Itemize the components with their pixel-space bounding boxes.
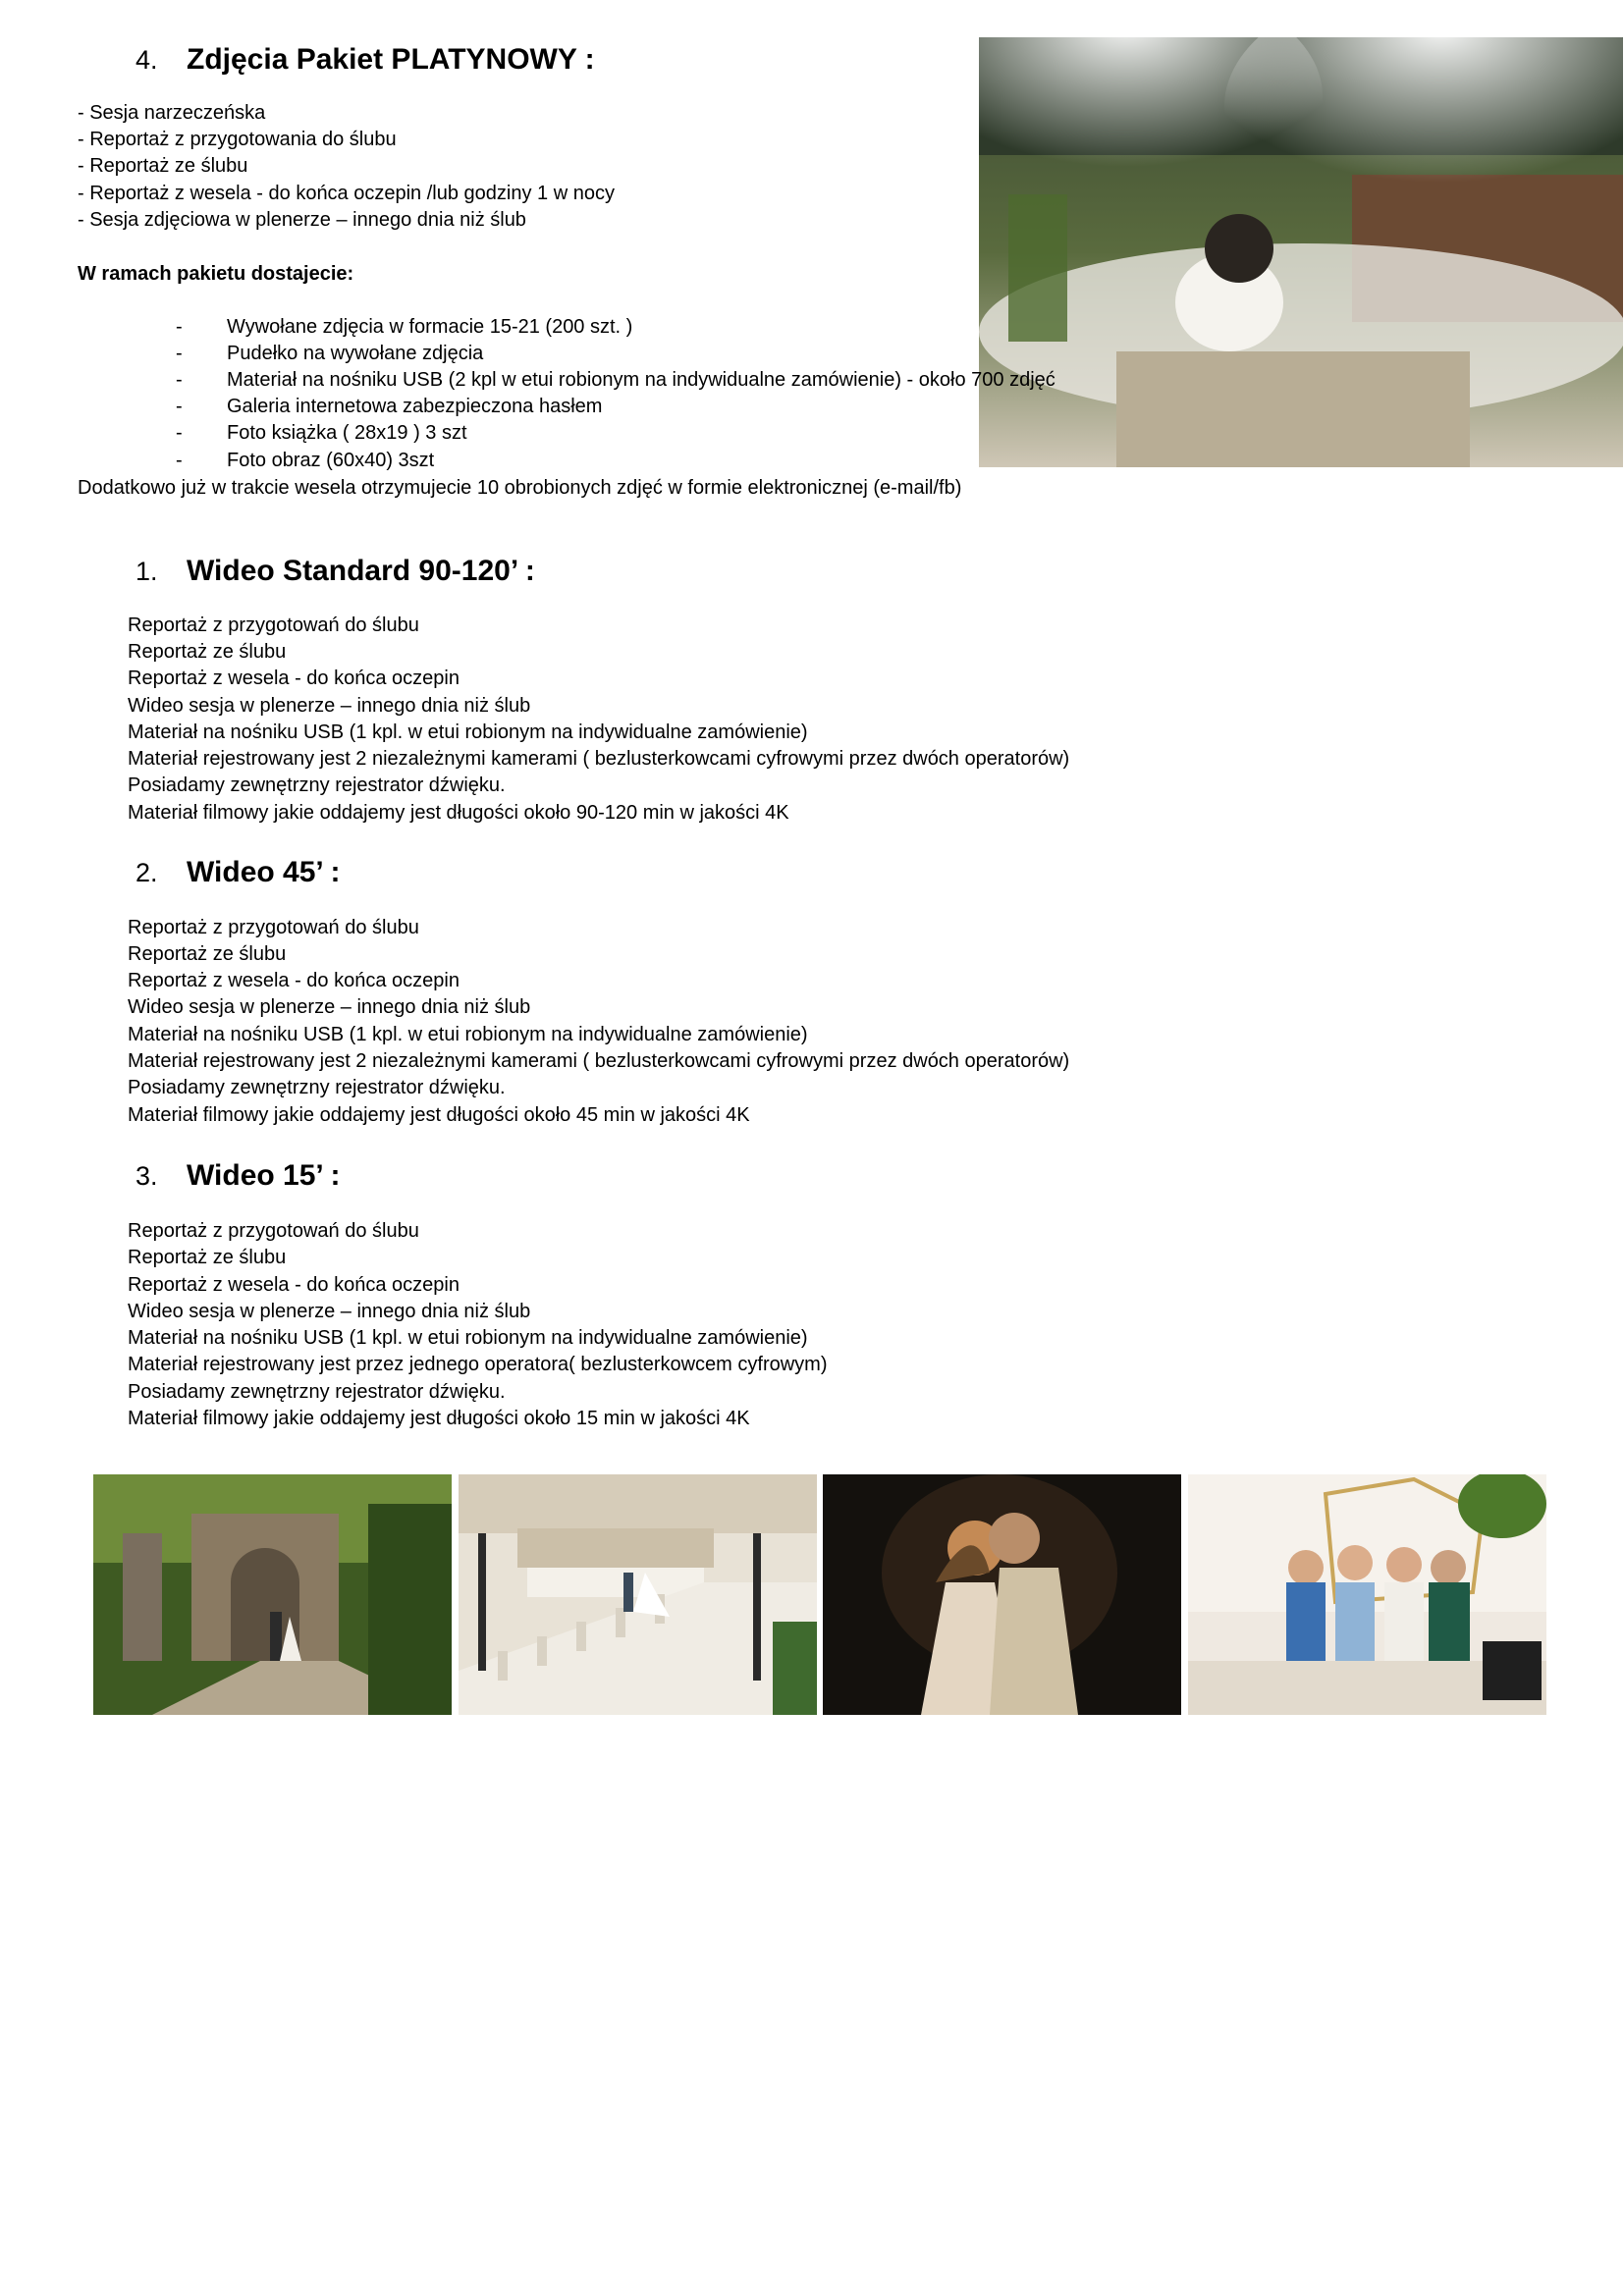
video-standard-item: Wideo sesja w plenerze – innego dnia niż ślub — [128, 695, 531, 717]
night-kiss-couple-photo — [823, 1474, 1181, 1715]
platinum-item: - Reportaż ze ślubu — [78, 155, 248, 177]
palace-stairs-couple-photo — [459, 1474, 817, 1715]
wedding-first-dance-photo — [979, 37, 1623, 467]
video-15-item: Materiał rejestrowany jest przez jednego operatora( bezlusterkowcem cyfrowym) — [128, 1354, 828, 1375]
video-45-item: Reportaż ze ślubu — [128, 943, 287, 965]
wedding-first-dance-photo-art — [979, 37, 1623, 467]
included-item: Wywołane zdjęcia w formacie 15-21 (200 szt. ) — [227, 316, 633, 338]
platinum-item: - Sesja narzeczeńska — [78, 102, 266, 124]
included-item: Foto obraz (60x40) 3szt — [227, 450, 435, 471]
platinum-item: - Reportaż z przygotowania do ślubu — [78, 129, 397, 150]
included-dash: - — [176, 450, 183, 471]
video-15-item: Posiadamy zewnętrzny rejestrator dźwięku. — [128, 1381, 506, 1403]
video-45-item: Posiadamy zewnętrzny rejestrator dźwięku. — [128, 1077, 506, 1098]
video-45-item: Reportaż z wesela - do końca oczepin — [128, 970, 460, 991]
video-45-title: Wideo 45’ : — [187, 856, 341, 888]
video-45-item: Reportaż z przygotowań do ślubu — [128, 917, 419, 938]
included-heading: W ramach pakietu dostajecie: — [78, 263, 354, 285]
bridesmaids-sunglasses-art — [1188, 1474, 1546, 1715]
video-45-item: Wideo sesja w plenerze – innego dnia niż ślub — [128, 996, 531, 1018]
bridesmaids-sunglasses-photo — [1188, 1474, 1546, 1715]
included-item: Materiał na nośniku USB (2 kpl w etui robionym na indywidualne zamówienie) - około 700 zdjęć — [227, 369, 1056, 391]
included-item: Foto książka ( 28x19 ) 3 szt — [227, 422, 467, 444]
video-15-heading — [135, 1158, 340, 1194]
video-45-item: Materiał filmowy jakie oddajemy jest długości około 45 min w jakości 4K — [128, 1104, 750, 1126]
video-45-number: 2. — [135, 858, 158, 887]
video-45-heading — [135, 855, 340, 890]
video-standard-item: Reportaż z przygotowań do ślubu — [128, 614, 419, 636]
video-15-item: Reportaż ze ślubu — [128, 1247, 287, 1268]
video-standard-item: Posiadamy zewnętrzny rejestrator dźwięku. — [128, 774, 506, 796]
platinum-item: - Sesja zdjęciowa w plenerze – innego dnia niż ślub — [78, 209, 526, 231]
platinum-extra-note: Dodatkowo już w trakcie wesela otrzymujecie 10 obrobionych zdjęć w formie elektronicznej (e-mail/fb) — [78, 477, 962, 499]
video-15-title: Wideo 15’ : — [187, 1159, 341, 1192]
video-standard-title: Wideo Standard 90-120’ : — [187, 555, 535, 587]
video-standard-heading — [135, 554, 535, 589]
included-dash: - — [176, 422, 183, 444]
video-15-item: Materiał filmowy jakie oddajemy jest długości około 15 min w jakości 4K — [128, 1408, 750, 1429]
video-standard-item: Materiał filmowy jakie oddajemy jest długości około 90-120 min w jakości 4K — [128, 802, 789, 824]
platinum-number: 4. — [135, 45, 158, 75]
video-standard-number: 1. — [135, 557, 158, 586]
video-15-item: Reportaż z przygotowań do ślubu — [128, 1220, 419, 1242]
video-45-item: Materiał rejestrowany jest 2 niezależnymi kamerami ( bezlusterkowcami cyfrowymi przez dwóch operatorów) — [128, 1050, 1070, 1072]
included-dash: - — [176, 369, 183, 391]
park-ruins-couple-photo — [93, 1474, 452, 1715]
video-standard-item: Materiał rejestrowany jest 2 niezależnymi kamerami ( bezlusterkowcami cyfrowymi przez dwóch operatorów) — [128, 748, 1070, 770]
video-15-number: 3. — [135, 1161, 158, 1191]
included-item: Galeria internetowa zabezpieczona hasłem — [227, 396, 603, 417]
video-standard-item: Reportaż z wesela - do końca oczepin — [128, 667, 460, 689]
video-15-item: Wideo sesja w plenerze – innego dnia niż ślub — [128, 1301, 531, 1322]
video-standard-item: Materiał na nośniku USB (1 kpl. w etui robionym na indywidualne zamówienie) — [128, 721, 808, 743]
included-dash: - — [176, 396, 183, 417]
video-standard-item: Reportaż ze ślubu — [128, 641, 287, 663]
included-item: Pudełko na wywołane zdjęcia — [227, 343, 484, 364]
included-dash: - — [176, 343, 183, 364]
platinum-heading — [135, 42, 595, 78]
night-kiss-couple-art — [823, 1474, 1181, 1715]
park-ruins-couple-art — [93, 1474, 452, 1715]
palace-stairs-couple-art — [459, 1474, 817, 1715]
video-15-item: Reportaż z wesela - do końca oczepin — [128, 1274, 460, 1296]
platinum-item: - Reportaż z wesela - do końca oczepin /lub godziny 1 w nocy — [78, 183, 615, 204]
included-dash: - — [176, 316, 183, 338]
video-45-item: Materiał na nośniku USB (1 kpl. w etui robionym na indywidualne zamówienie) — [128, 1024, 808, 1045]
platinum-title: Zdjęcia Pakiet PLATYNOWY : — [187, 43, 595, 76]
video-15-item: Materiał na nośniku USB (1 kpl. w etui robionym na indywidualne zamówienie) — [128, 1327, 808, 1349]
